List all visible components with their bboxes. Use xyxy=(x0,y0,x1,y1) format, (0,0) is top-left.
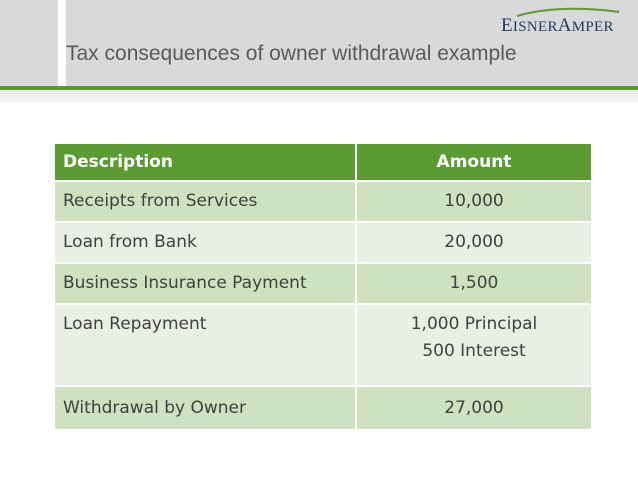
row-amount: 1,500 xyxy=(356,263,591,304)
table-row xyxy=(55,386,591,430)
column-header-description: Description xyxy=(55,144,356,181)
eisneramper-logo xyxy=(499,6,624,36)
svg-text:EISNERAMPER: EISNERAMPER xyxy=(501,15,614,36)
table-row xyxy=(55,304,591,386)
header-green-rule xyxy=(0,86,638,103)
row-description: Withdrawal by Owner xyxy=(55,386,356,430)
table-row xyxy=(55,222,591,263)
column-header-amount: Amount xyxy=(356,144,591,181)
row-amount: 20,000 xyxy=(356,222,591,263)
tax-table xyxy=(55,144,591,431)
table-row xyxy=(55,263,591,304)
row-amount xyxy=(356,304,591,386)
row-amount: 27,000 xyxy=(356,386,591,430)
table-header-row xyxy=(55,144,591,181)
amount-principal: 1,000 Principal xyxy=(410,314,538,334)
table-row xyxy=(55,181,591,222)
slide-title: Tax consequences of owner withdrawal example xyxy=(66,42,517,65)
row-amount: 10,000 xyxy=(356,181,591,222)
row-description: Loan from Bank xyxy=(55,222,356,263)
row-description: Receipts from Services xyxy=(55,181,356,222)
amount-interest: 500 Interest xyxy=(422,341,526,361)
row-description: Business Insurance Payment xyxy=(55,263,356,304)
row-description: Loan Repayment xyxy=(55,304,356,386)
